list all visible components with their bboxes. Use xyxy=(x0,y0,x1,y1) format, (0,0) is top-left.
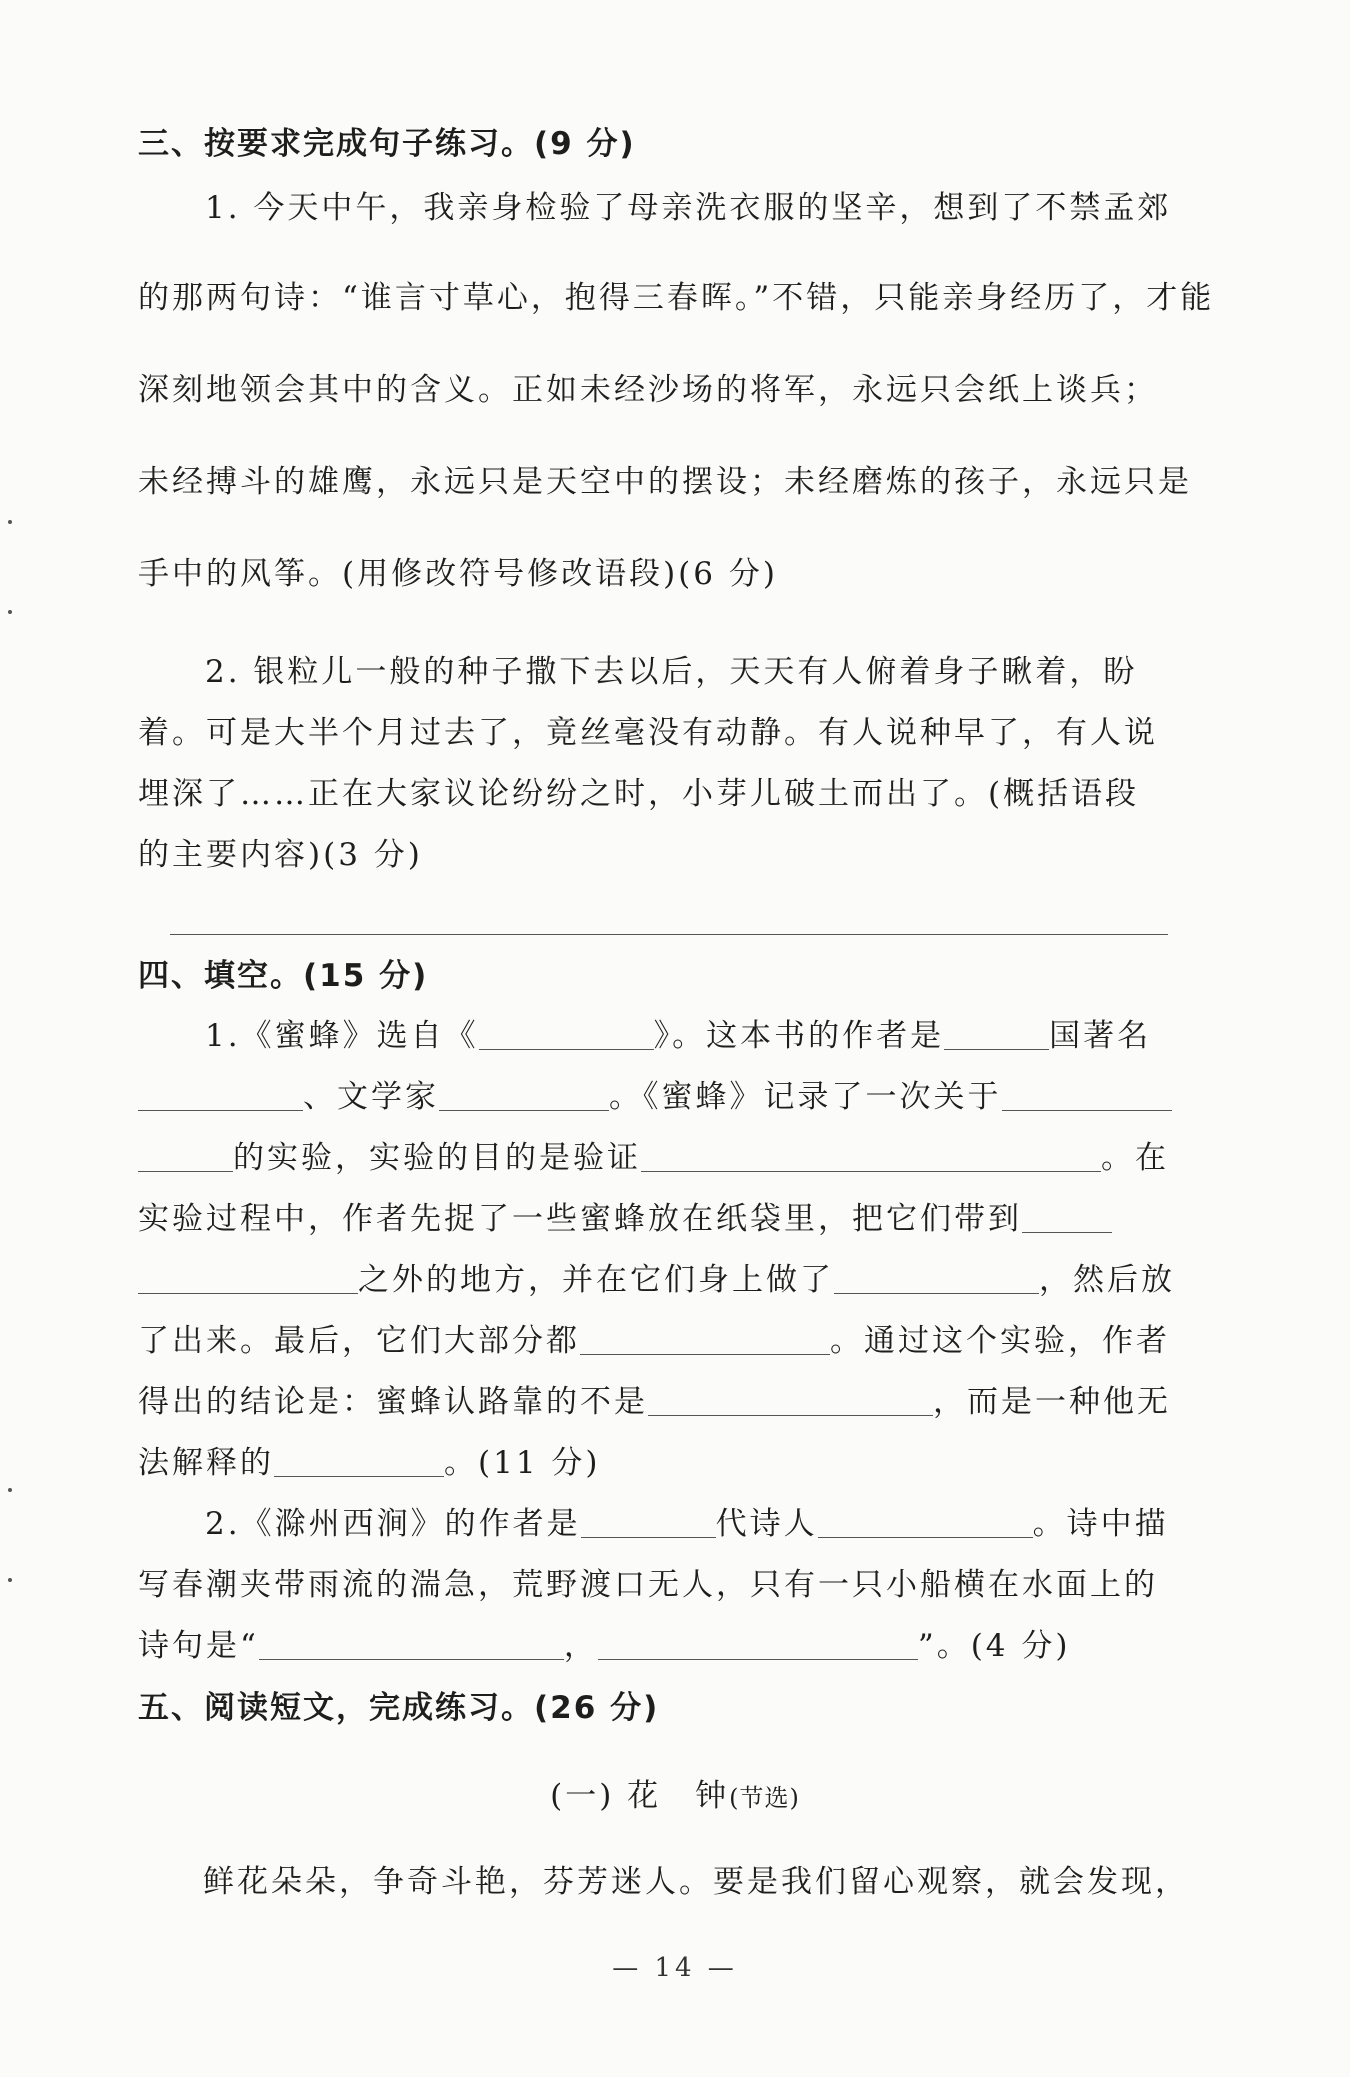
blank-poet[interactable] xyxy=(818,1507,1033,1538)
s4-q1-line-7: 得出的结论是：蜜蜂认路靠的不是 ，而是一种他无 xyxy=(138,1384,1171,1420)
s3-q2-line-1: 2. 银粒儿一般的种子撒下去以后，天天有人俯着身子瞅着，盼 xyxy=(205,654,1138,690)
s4-q1-line-3: 的实验，实验的目的是验证 。在 xyxy=(138,1136,1168,1180)
blank-poem-line-2[interactable] xyxy=(598,1629,918,1660)
passage-note: (节选) xyxy=(729,1784,800,1812)
s4-q1-line-4: 实验过程中，作者先捉了一些蜜蜂放在纸袋里，把它们带到 xyxy=(138,1197,1168,1241)
margin-mark xyxy=(8,610,12,614)
answer-line[interactable] xyxy=(170,934,1168,935)
s4-q1-line-5: 之外的地方，并在它们身上做了 ，然后放 xyxy=(138,1258,1168,1302)
s3-q1-line-4: 未经搏斗的雄鹰，永远只是天空中的摆设；未经磨炼的孩子，永远只是 xyxy=(138,464,1192,500)
blank-dynasty[interactable] xyxy=(581,1507,716,1538)
s3-q1-line-2: 的那两句诗：“谁言寸草心，抱得三春晖。”不错，只能亲身经历了，才能 xyxy=(138,280,1215,316)
margin-mark xyxy=(8,1488,12,1492)
s3-q1-line-3: 深刻地领会其中的含义。正如未经沙场的将军，永远只会纸上谈兵； xyxy=(138,372,1158,408)
section3-heading: 三、按要求完成句子练习。(9 分) xyxy=(138,126,636,162)
blank-experiment-topic-b[interactable] xyxy=(138,1141,233,1172)
blank-place-b[interactable] xyxy=(138,1263,358,1294)
s3-q1-line-1: 1. 今天中午，我亲身检验了母亲洗衣服的坚辛，想到了不禁孟郊 xyxy=(205,190,1172,226)
blank-experiment-purpose[interactable] xyxy=(641,1141,1101,1172)
margin-mark xyxy=(8,520,12,524)
blank-experiment-topic-a[interactable] xyxy=(1002,1080,1172,1111)
blank-poem-line-1[interactable] xyxy=(259,1629,564,1660)
s4-q1-line-8: 法解释的 。(11 分) xyxy=(138,1445,601,1481)
passage-title: (一) 花 钟(节选) xyxy=(550,1778,800,1814)
section5-heading: 五、阅读短文，完成练习。(26 分) xyxy=(138,1690,660,1726)
passage-first-line: 鲜花朵朵，争奇斗艳，芬芳迷人。要是我们留心观察，就会发现， xyxy=(203,1864,1189,1900)
page-number: — 14 — xyxy=(612,1953,738,1983)
s4-q2-line-2: 写春潮夹带雨流的湍急，荒野渡口无人，只有一只小船横在水面上的 xyxy=(138,1567,1158,1603)
blank-place-a[interactable] xyxy=(1022,1202,1112,1233)
blank-not-rely-on[interactable] xyxy=(648,1385,933,1416)
s3-q2-line-4: 的主要内容)(3 分) xyxy=(138,837,423,873)
blank-profession[interactable] xyxy=(138,1080,303,1111)
margin-mark xyxy=(8,1578,12,1582)
s4-q2-line-3: 诗句是“ ， ”。(4 分) xyxy=(138,1628,1071,1664)
s3-q2-line-3: 埋深了……正在大家议论纷纷之时，小芽儿破土而出了。(概括语段 xyxy=(138,776,1140,812)
blank-book-title[interactable] xyxy=(479,1019,654,1050)
s4-q1-line-1: 1.《蜜蜂》选自《 》。这本书的作者是 国著名 xyxy=(205,1018,1152,1054)
section4-heading: 四、填空。(15 分) xyxy=(138,958,429,994)
s4-q1-line-6: 了出来。最后，它们大部分都 。通过这个实验，作者 xyxy=(138,1323,1170,1359)
s3-q1-line-5: 手中的风筝。(用修改符号修改语段)(6 分) xyxy=(138,556,778,592)
blank-country[interactable] xyxy=(944,1019,1049,1050)
s4-q2-line-1: 2.《滁州西涧》的作者是 代诗人 。诗中描 xyxy=(205,1506,1169,1542)
blank-author[interactable] xyxy=(439,1080,609,1111)
blank-result[interactable] xyxy=(580,1324,830,1355)
blank-mark[interactable] xyxy=(834,1263,1039,1294)
s3-q2-line-2: 着。可是大半个月过去了，竟丝毫没有动静。有人说种早了，有人说 xyxy=(138,715,1158,751)
blank-unexplained[interactable] xyxy=(274,1446,444,1477)
s4-q1-line-2: 、文学家 。《蜜蜂》记录了一次关于 xyxy=(138,1075,1168,1119)
